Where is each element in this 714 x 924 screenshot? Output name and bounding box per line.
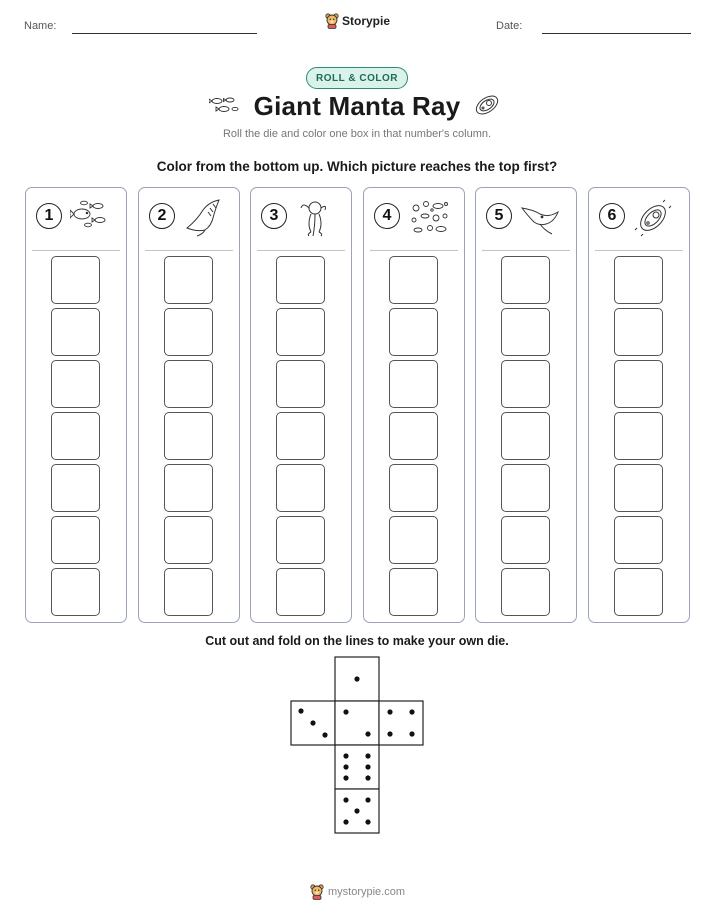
column-divider bbox=[32, 250, 120, 251]
footer-url[interactable]: mystorypie.com bbox=[328, 886, 406, 898]
column-number: 3 bbox=[261, 203, 287, 229]
die-face-6 bbox=[335, 745, 379, 789]
bear-logo-icon bbox=[310, 884, 324, 900]
cell-icon bbox=[633, 198, 673, 238]
pip bbox=[365, 764, 370, 769]
color-box[interactable] bbox=[164, 256, 213, 304]
color-box[interactable] bbox=[614, 516, 663, 564]
color-box[interactable] bbox=[276, 516, 325, 564]
color-box[interactable] bbox=[389, 308, 438, 356]
column-divider bbox=[370, 250, 458, 251]
color-box[interactable] bbox=[276, 308, 325, 356]
columns-grid bbox=[25, 187, 691, 623]
die-face-5 bbox=[335, 789, 379, 833]
page-title: Giant Manta Ray bbox=[253, 91, 461, 121]
color-box[interactable] bbox=[501, 516, 550, 564]
instruction: Color from the bottom up. Which picture reaches the top first? bbox=[156, 159, 558, 174]
storypie-logo bbox=[325, 13, 390, 29]
pip bbox=[365, 819, 370, 824]
footer bbox=[310, 884, 405, 900]
color-box[interactable] bbox=[51, 256, 100, 304]
color-box[interactable] bbox=[501, 308, 550, 356]
die-face-3 bbox=[291, 701, 335, 745]
pip bbox=[343, 764, 348, 769]
pip bbox=[298, 708, 303, 713]
color-box[interactable] bbox=[164, 464, 213, 512]
pip bbox=[354, 676, 359, 681]
pip bbox=[409, 709, 414, 714]
color-box[interactable] bbox=[389, 464, 438, 512]
color-box[interactable] bbox=[276, 568, 325, 616]
color-box[interactable] bbox=[501, 464, 550, 512]
color-box[interactable] bbox=[51, 568, 100, 616]
fish-school-icon bbox=[70, 198, 110, 230]
color-box[interactable] bbox=[276, 464, 325, 512]
color-box[interactable] bbox=[389, 516, 438, 564]
pip bbox=[322, 732, 327, 737]
color-box[interactable] bbox=[501, 568, 550, 616]
color-box[interactable] bbox=[614, 412, 663, 460]
color-box[interactable] bbox=[614, 256, 663, 304]
color-box[interactable] bbox=[164, 516, 213, 564]
name-label: Name: bbox=[24, 20, 57, 32]
color-box[interactable] bbox=[614, 568, 663, 616]
color-box[interactable] bbox=[501, 412, 550, 460]
pip bbox=[409, 731, 414, 736]
color-box[interactable] bbox=[276, 412, 325, 460]
color-box[interactable] bbox=[389, 412, 438, 460]
color-box[interactable] bbox=[276, 256, 325, 304]
color-box[interactable] bbox=[164, 360, 213, 408]
squid-plant-icon bbox=[295, 198, 335, 238]
column-number: 5 bbox=[486, 203, 512, 229]
column-number: 4 bbox=[374, 203, 400, 229]
cell-icon bbox=[472, 92, 502, 118]
column-divider bbox=[257, 250, 345, 251]
pip bbox=[365, 731, 370, 736]
color-box[interactable] bbox=[51, 308, 100, 356]
name-line bbox=[72, 33, 257, 34]
column-2 bbox=[138, 187, 240, 623]
color-box[interactable] bbox=[51, 464, 100, 512]
pip bbox=[365, 775, 370, 780]
cut-instruction: Cut out and fold on the lines to make your own die. bbox=[205, 634, 509, 648]
column-1 bbox=[25, 187, 127, 623]
color-box[interactable] bbox=[276, 360, 325, 408]
ray-icon bbox=[520, 198, 560, 238]
pip bbox=[387, 731, 392, 736]
color-box[interactable] bbox=[164, 412, 213, 460]
pip bbox=[354, 808, 359, 813]
column-number: 1 bbox=[36, 203, 62, 229]
color-box[interactable] bbox=[501, 360, 550, 408]
column-divider bbox=[145, 250, 233, 251]
brand-name: Storypie bbox=[342, 14, 391, 28]
die-face-1 bbox=[335, 657, 379, 701]
pip bbox=[365, 753, 370, 758]
color-box[interactable] bbox=[164, 568, 213, 616]
column-divider bbox=[595, 250, 683, 251]
column-3 bbox=[250, 187, 352, 623]
bear-logo-icon bbox=[325, 13, 339, 29]
pip bbox=[343, 753, 348, 758]
color-box[interactable] bbox=[501, 256, 550, 304]
color-box[interactable] bbox=[389, 256, 438, 304]
color-box[interactable] bbox=[389, 568, 438, 616]
pip bbox=[365, 797, 370, 802]
pip bbox=[387, 709, 392, 714]
column-divider bbox=[482, 250, 570, 251]
pip bbox=[343, 709, 348, 714]
color-box[interactable] bbox=[51, 516, 100, 564]
date-label: Date: bbox=[496, 20, 523, 32]
pip bbox=[343, 775, 348, 780]
column-6 bbox=[588, 187, 690, 623]
column-number: 6 bbox=[599, 203, 625, 229]
color-box[interactable] bbox=[51, 360, 100, 408]
column-4 bbox=[363, 187, 465, 623]
activity-badge: ROLL & COLOR bbox=[306, 67, 408, 89]
die-face-2 bbox=[335, 701, 379, 745]
manta-ray-icon bbox=[183, 198, 223, 238]
color-box[interactable] bbox=[389, 360, 438, 408]
color-box[interactable] bbox=[614, 464, 663, 512]
column-5 bbox=[475, 187, 577, 623]
pip bbox=[310, 720, 315, 725]
date-line bbox=[542, 33, 691, 34]
color-box[interactable] bbox=[614, 360, 663, 408]
color-box[interactable] bbox=[614, 308, 663, 356]
subtitle: Roll the die and color one box in that number's column. bbox=[222, 128, 492, 140]
color-box[interactable] bbox=[51, 412, 100, 460]
die-face-4 bbox=[379, 701, 423, 745]
pip bbox=[343, 797, 348, 802]
plankton-icon bbox=[408, 198, 450, 238]
pip bbox=[343, 819, 348, 824]
color-box[interactable] bbox=[164, 308, 213, 356]
column-number: 2 bbox=[149, 203, 175, 229]
